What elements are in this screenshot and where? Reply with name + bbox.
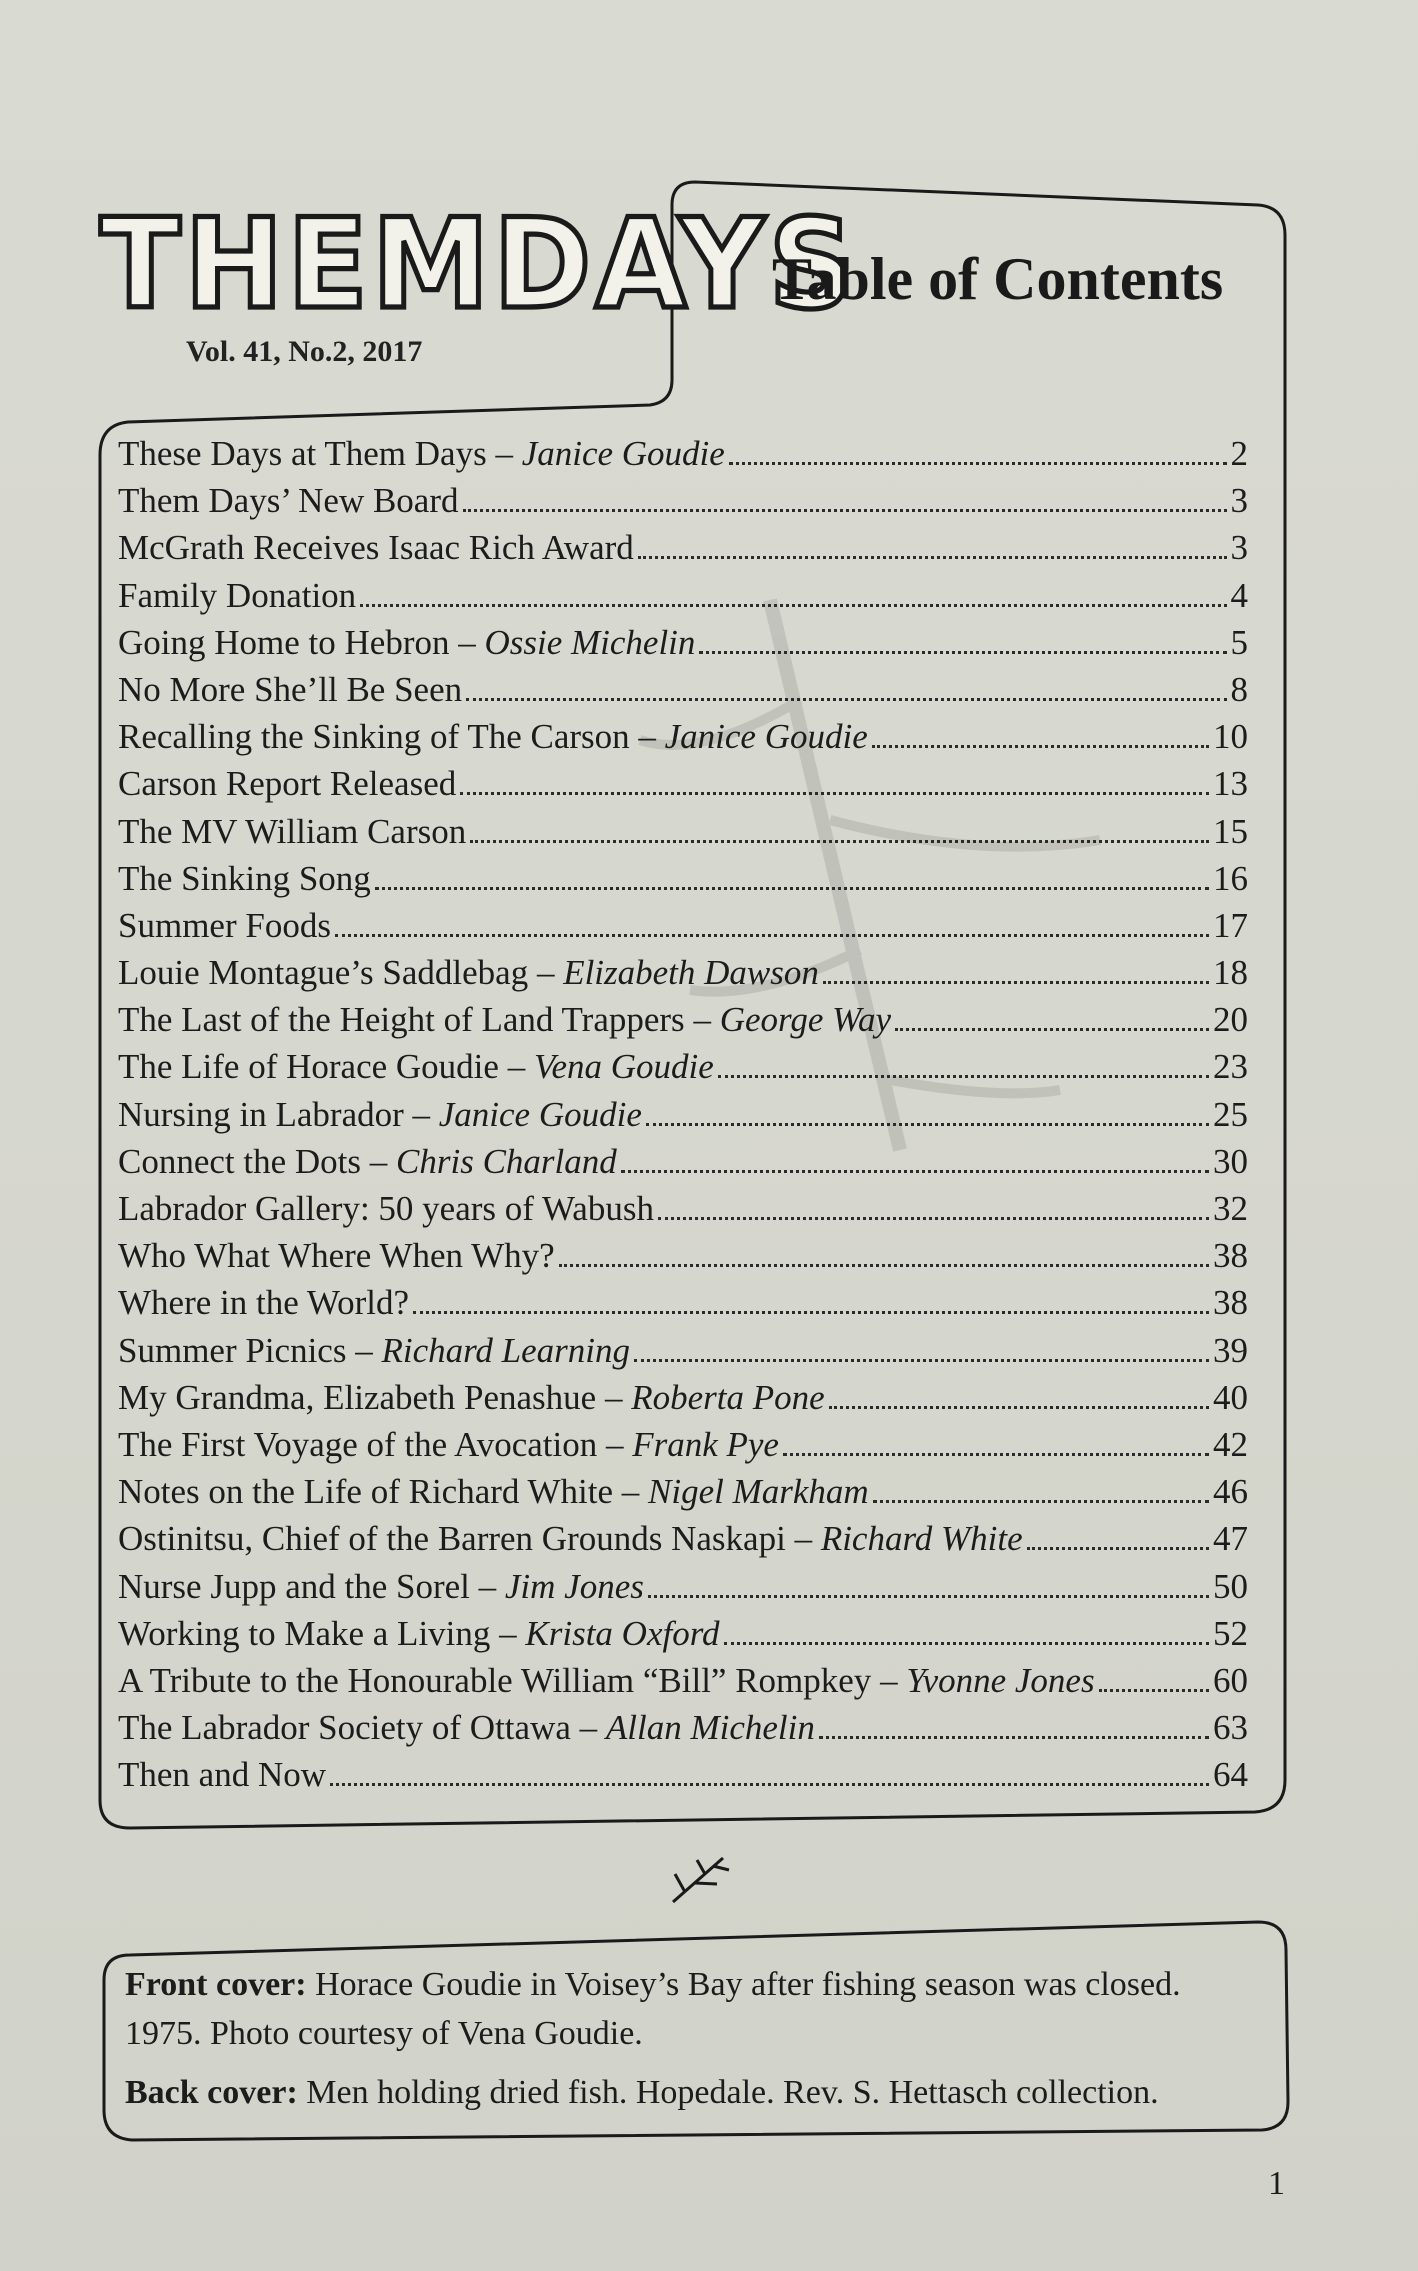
toc-entry [118,1563,1248,1610]
toc-entry [118,430,1248,477]
toc-entry-text [118,1751,326,1798]
toc-entry-text [118,1091,642,1138]
front-cover-label: Front cover: [125,1966,307,2003]
toc-entry [118,1043,1248,1090]
toc-entry [118,666,1248,713]
toc-entry-title: The First Voyage of the Avocation [118,1424,598,1464]
toc-leader-dots [718,1075,1209,1078]
toc-entry-text [118,1563,644,1610]
toc-entry-page: 20 [1213,1000,1248,1040]
toc-entry-page: 40 [1213,1377,1248,1417]
toc-entry-author: Richard Learning [381,1330,631,1370]
toc-entry-title: The MV William Carson [118,811,467,851]
toc-entry [118,477,1248,524]
toc-entry-author: Janice Goudie [521,434,725,473]
toc-entry-title: Working to Make a Living [118,1613,491,1653]
toc-entry-page: 2 [1230,434,1248,473]
toc-entry-author: Allan Michelin [605,1708,815,1748]
toc-entry [118,619,1248,666]
toc-entry-page: 16 [1213,858,1248,898]
toc-leader-dots [783,1453,1209,1456]
toc-entry-text [118,1374,825,1421]
toc-entry-text [118,1185,654,1232]
toc-entry-separator: – [613,1472,649,1512]
toc-entry-page: 39 [1213,1330,1248,1370]
toc-entry [118,572,1248,619]
toc-entry-author: Krista Oxford [525,1613,720,1653]
toc-leader-dots [648,1595,1209,1598]
toc-entry-page: 64 [1213,1755,1248,1795]
masthead [100,191,858,405]
toc-leader-dots [413,1311,1209,1314]
toc-entry-text [118,477,459,524]
toc-entry [118,713,1248,760]
toc-entry-title: Notes on the Life of Richard White [118,1472,614,1512]
toc-entry [118,1657,1248,1704]
toc-entry-separator: – [684,1000,720,1040]
toc-leader-dots [895,1028,1209,1031]
toc-entry-title: Summer Picnics [118,1330,347,1370]
toc-entry-title: The Labrador Society of Ottawa [118,1708,571,1748]
toc-entry-text [118,666,462,713]
toc-leader-dots [460,792,1209,795]
toc-entry [118,1327,1248,1374]
toc-leader-dots [470,840,1209,843]
toc-leader-dots [873,1500,1209,1503]
toc-entry-author: George Way [719,1000,892,1040]
toc-entry-author: Elizabeth Dawson [563,953,819,993]
toc-entry-separator: – [469,1566,505,1606]
toc-entry-separator: – [596,1377,632,1417]
toc-entry-page: 46 [1213,1472,1248,1512]
toc-entry-title: The Sinking Song [118,858,371,898]
toc-entry-page: 3 [1230,528,1248,568]
cover-notes [125,1960,1265,2117]
toc-leader-dots [823,981,1209,984]
them-days-logo: THEMDAYS [100,191,858,337]
toc-leader-dots [1099,1689,1209,1692]
toc-entry-title: Them Days’ New Board [118,481,459,521]
toc-entry-title: A Tribute to the Honourable William “Bill” Rompkey [118,1660,872,1700]
toc-entry-title: Nurse Jupp and the Sorel [118,1566,470,1606]
back-cover-note [125,2068,1265,2117]
toc-entry-text [118,902,331,949]
toc-entry-title: Nursing in Labrador [118,1094,404,1134]
toc-entry-text [118,1515,1023,1562]
toc-entry-text [118,619,695,666]
toc-entry-title: Who What Where When Why? [118,1236,555,1276]
toc-entry-page: 10 [1213,717,1248,757]
toc-leader-dots [872,745,1209,748]
toc-entry-title: Recalling the Sinking of The Carson [118,717,630,757]
toc-leader-dots [638,556,1227,559]
toc-entry-author: Frank Pye [632,1424,779,1464]
toc-entry-title: Ostinitsu, Chief of the Barren Grounds Naskapi [118,1519,786,1559]
toc-entry-separator: – [486,434,522,473]
toc-entry-author: Nigel Markham [648,1472,869,1512]
toc-entry-separator: – [629,717,665,757]
toc-entry [118,1232,1248,1279]
toc-entry [118,1374,1248,1421]
toc-entry [118,1421,1248,1468]
toc-entry-text [118,572,356,619]
toc-entry-page: 13 [1213,764,1248,804]
toc-leader-dots [819,1736,1209,1739]
toc-entry-title: Going Home to Hebron [118,622,450,662]
front-cover-text: Horace Goudie in Voisey’s Bay after fishing season was closed. [315,1966,1181,2003]
toc-entry-page: 30 [1213,1141,1248,1181]
toc-entry-page: 50 [1213,1566,1248,1606]
toc-entry-page: 38 [1213,1283,1248,1323]
toc-entry-page: 17 [1213,905,1248,945]
toc-entry [118,1091,1248,1138]
toc-entry [118,1751,1248,1798]
volume-info: Vol. 41, No.2, 2017 [186,335,423,368]
toc-entry-text [118,1327,630,1374]
toc-entry-text [118,855,371,902]
sprig-ornament-icon [665,1850,735,1910]
toc-entry [118,1704,1248,1751]
toc-leader-dots [646,1123,1209,1126]
toc-entry-title: The Last of the Height of Land Trappers [118,1000,685,1040]
toc-entry [118,949,1248,996]
front-cover-note [125,1960,1265,2009]
toc-entry-page: 52 [1213,1613,1248,1653]
toc-entry-text [118,1043,714,1090]
toc-entry-text [118,1421,779,1468]
toc-leader-dots [658,1217,1209,1220]
toc-leader-dots [829,1406,1209,1409]
toc-title: Table of Contents [772,246,1224,312]
toc-entry-title: Summer Foods [118,905,331,945]
toc-leader-dots [1027,1547,1209,1550]
toc-entry [118,1279,1248,1326]
toc-entry [118,1185,1248,1232]
toc-entry-page: 15 [1213,811,1248,851]
toc-entry-text [118,1232,555,1279]
toc-entry-author: Chris Charland [396,1141,617,1181]
toc-entry-page: 60 [1213,1660,1248,1700]
toc-entry-title: These Days at Them Days [118,434,487,473]
toc-entry [118,808,1248,855]
toc-entry-separator: – [570,1708,606,1748]
toc-entry-text [118,1704,815,1751]
toc-entry [118,524,1248,571]
toc-entry-separator: – [528,953,564,993]
toc-entry-title: Where in the World? [118,1283,410,1323]
toc-entry-page: 63 [1213,1708,1248,1748]
toc-entry-page: 25 [1213,1094,1248,1134]
toc-entry-title: The Life of Horace Goudie [118,1047,499,1087]
toc-entry-page: 23 [1213,1047,1248,1087]
toc-leader-dots [375,887,1209,890]
front-cover-note-continued: 1975. Photo courtesy of Vena Goudie. [125,2015,643,2052]
toc-leader-dots [699,651,1226,654]
toc-entry-text [118,949,819,996]
toc-entry-text [118,713,868,760]
toc-entry [118,996,1248,1043]
toc-entry-title: Family Donation [118,575,357,615]
toc-entry-author: Richard White [820,1519,1023,1559]
toc-leader-dots [724,1642,1209,1645]
toc-entry-author: Yvonne Jones [906,1660,1095,1700]
toc-entry-separator: – [403,1094,439,1134]
toc-entry [118,855,1248,902]
toc-entry [118,902,1248,949]
toc-entry-text [118,430,725,477]
toc-entry-author: Janice Goudie [664,717,868,757]
toc-leader-dots [621,1170,1209,1173]
toc-entry-page: 42 [1213,1424,1248,1464]
toc-entry-author: Janice Goudie [438,1094,642,1134]
toc-entry-author: Roberta Pone [631,1377,825,1417]
toc-entry [118,1610,1248,1657]
toc-entry-page: 32 [1213,1189,1248,1228]
toc-entry [118,760,1248,807]
toc-entry-separator: – [490,1613,526,1653]
toc-entry-page: 4 [1230,575,1248,615]
toc-entry-separator: – [871,1660,907,1700]
toc-entry [118,1138,1248,1185]
toc-entry-separator: – [597,1424,633,1464]
toc-entry-text [118,808,466,855]
toc-leader-dots [330,1783,1209,1786]
toc-leader-dots [335,934,1209,937]
toc-entry-text [118,1468,869,1515]
back-cover-label: Back cover: [125,2074,298,2111]
toc-entry-page: 47 [1213,1519,1248,1559]
toc-leader-dots [634,1359,1209,1362]
toc-entry [118,1468,1248,1515]
toc-leader-dots [463,509,1227,512]
toc-entry-text [118,760,456,807]
toc-entry-page: 5 [1230,622,1248,662]
toc-entry-text [118,996,891,1043]
toc-entry-text [118,1138,617,1185]
toc-entry-separator: – [346,1330,382,1370]
toc-entry-title: Louie Montague’s Saddlebag [118,953,529,993]
toc-entry-separator: – [785,1519,821,1559]
toc-list [118,430,1248,1798]
toc-entry-title: Connect the Dots [118,1141,362,1181]
toc-entry-title: Then and Now [118,1755,327,1795]
toc-entry-page: 18 [1213,953,1248,993]
toc-entry-title: Labrador Gallery: 50 years of Wabush [118,1189,654,1228]
toc-entry-separator: – [449,622,485,662]
toc-entry-text [118,524,634,571]
toc-entry-title: McGrath Receives Isaac Rich Award [118,528,634,568]
toc-entry-page: 38 [1213,1236,1248,1276]
toc-entry-text [118,1279,409,1326]
toc-entry-author: Ossie Michelin [484,622,696,662]
back-cover-text: Men holding dried fish. Hopedale. Rev. S. Hettasch collection. [306,2074,1159,2111]
toc-leader-dots [729,462,1227,465]
toc-entry-title: My Grandma, Elizabeth Penashue [118,1377,597,1417]
toc-entry-page: 3 [1230,481,1248,521]
toc-entry-text [118,1610,720,1657]
toc-entry-author: Jim Jones [504,1566,644,1606]
toc-entry-separator: – [498,1047,534,1087]
page-number: 1 [1268,2165,1285,2202]
toc-entry-title: Carson Report Released [118,764,457,804]
toc-entry-author: Vena Goudie [533,1047,714,1087]
toc-entry [118,1515,1248,1562]
toc-leader-dots [559,1264,1209,1267]
toc-entry-title: No More She’ll Be Seen [118,669,463,709]
toc-leader-dots [360,604,1226,607]
toc-leader-dots [466,698,1226,701]
toc-entry-text [118,1657,1095,1704]
toc-entry-separator: – [361,1141,397,1181]
toc-entry-page: 8 [1230,669,1248,709]
